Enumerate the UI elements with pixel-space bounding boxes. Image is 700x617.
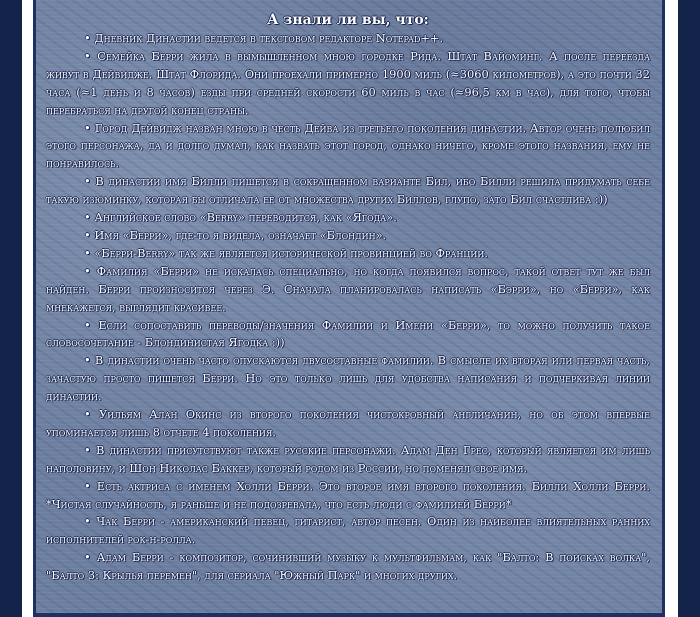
fact-text: • Если сопоставить переводы/значения Фамилии и Имени «Берри», то можно получить такое словосочетание - Блондинистая Ягодка :)) xyxy=(46,317,650,350)
fact-item xyxy=(46,120,650,174)
fact-text: • Дневник Династии ведется в текстовом редакторе Notepad++. xyxy=(84,31,444,45)
fact-item xyxy=(46,263,650,317)
fact-item xyxy=(46,30,650,48)
fact-text: • Семейка Берри жила в вымышленном мною городке Рида. Штат Вайоминг. А после переезда живут в Дейвидже. Штат Флорида. Они проехали примерно 1900 миль (≈3060 километров), а это почти 32 часа (≈1 день и 8 часов) езды при средней скорости 60 миль в час (≈96,5 км в час), для того, чтобы перебраться на другой конец страны. xyxy=(46,48,650,117)
fact-text: • В династии присутствуют также русские персонажи. Адам Ден Грес, который является им лишь наполовину, и Шон Николас Баккер, который родом из России, но поменял свое имя. xyxy=(46,442,650,475)
fact-text: • «Берри-Berry» так же является исторической провинцией во Франции. xyxy=(84,245,488,260)
fact-text: • Английское слово «Berry» переводится, как «Ягода». xyxy=(84,210,397,225)
fact-item xyxy=(46,209,650,227)
fact-item xyxy=(46,352,650,406)
fact-item xyxy=(46,227,650,245)
facts-panel xyxy=(36,0,662,613)
fact-text: • В династии очень часто опускаются двусоставные фамилии. В смысле их вторая или первая часть, зачастую просто пишется Берри. Но это только лишь для удобства написания и подчеркивая линии династии. xyxy=(46,353,650,404)
fact-text: • В династии имя Билли пишется в сокращенном варианте Бил, ибо Билли решила придумать себе такую изюминку, которая бы отличала ее от множества других Биллов, глупо, зато Бил счастлива :)) xyxy=(46,174,650,207)
fact-text: • Уильям Алан Окинс из второго поколения чистокровный англичанин, но об этом впервые упоминается лишь 8 отчете 4 поколения. xyxy=(46,407,650,439)
fact-item xyxy=(46,173,650,209)
fact-text: • Город Дейвидж назван мною в честь Дейва из третьего поколения династии. Автор очень полюбил этого персонажа, да и долго думал, как назвать этот город, однако ничего, кроме этого названия, ему не понравилось. xyxy=(46,120,650,171)
fact-item xyxy=(46,406,650,442)
fact-text: • Есть актриса с именем Холли Берри. Это второе имя второго поколения. Билли Холли Берри. *Чистая случайность, я раньше и не подозревала, что есть люди с фамилией Берри* xyxy=(46,478,650,511)
fact-item xyxy=(46,48,650,120)
facts-title: А знали ли вы, что: xyxy=(267,12,429,28)
fact-item xyxy=(46,245,650,263)
fact-text: • Адам Берри - композитор, сочинивший музыку к мультфильмам, как "Балто: В поисках волка", "Балто 3: Крылья перемен", для сериала "Южный Парк" и многих других. xyxy=(46,550,650,583)
fact-item xyxy=(46,442,650,478)
fact-item xyxy=(46,317,650,353)
fact-item xyxy=(46,549,650,585)
fact-item xyxy=(46,513,650,549)
fact-item xyxy=(46,478,650,514)
fact-text: • Фамилия «Берри» не искалась специально, но когда появился вопрос, такой ответ тут же был найден. Берри произносится через Э. Сначала планировалась написать «Бэрри», но «Берри», как мнекажется, выглядит красивее. xyxy=(46,263,650,314)
fact-text: • Имя «Берри», где-то я видела, означает «Блондин». xyxy=(84,227,387,242)
fact-text: • Чак Берри - американский певец, гитарист, автор песен. Один из наиболее влиятельных ранних исполнителей рок-н-ролла. xyxy=(46,514,650,547)
